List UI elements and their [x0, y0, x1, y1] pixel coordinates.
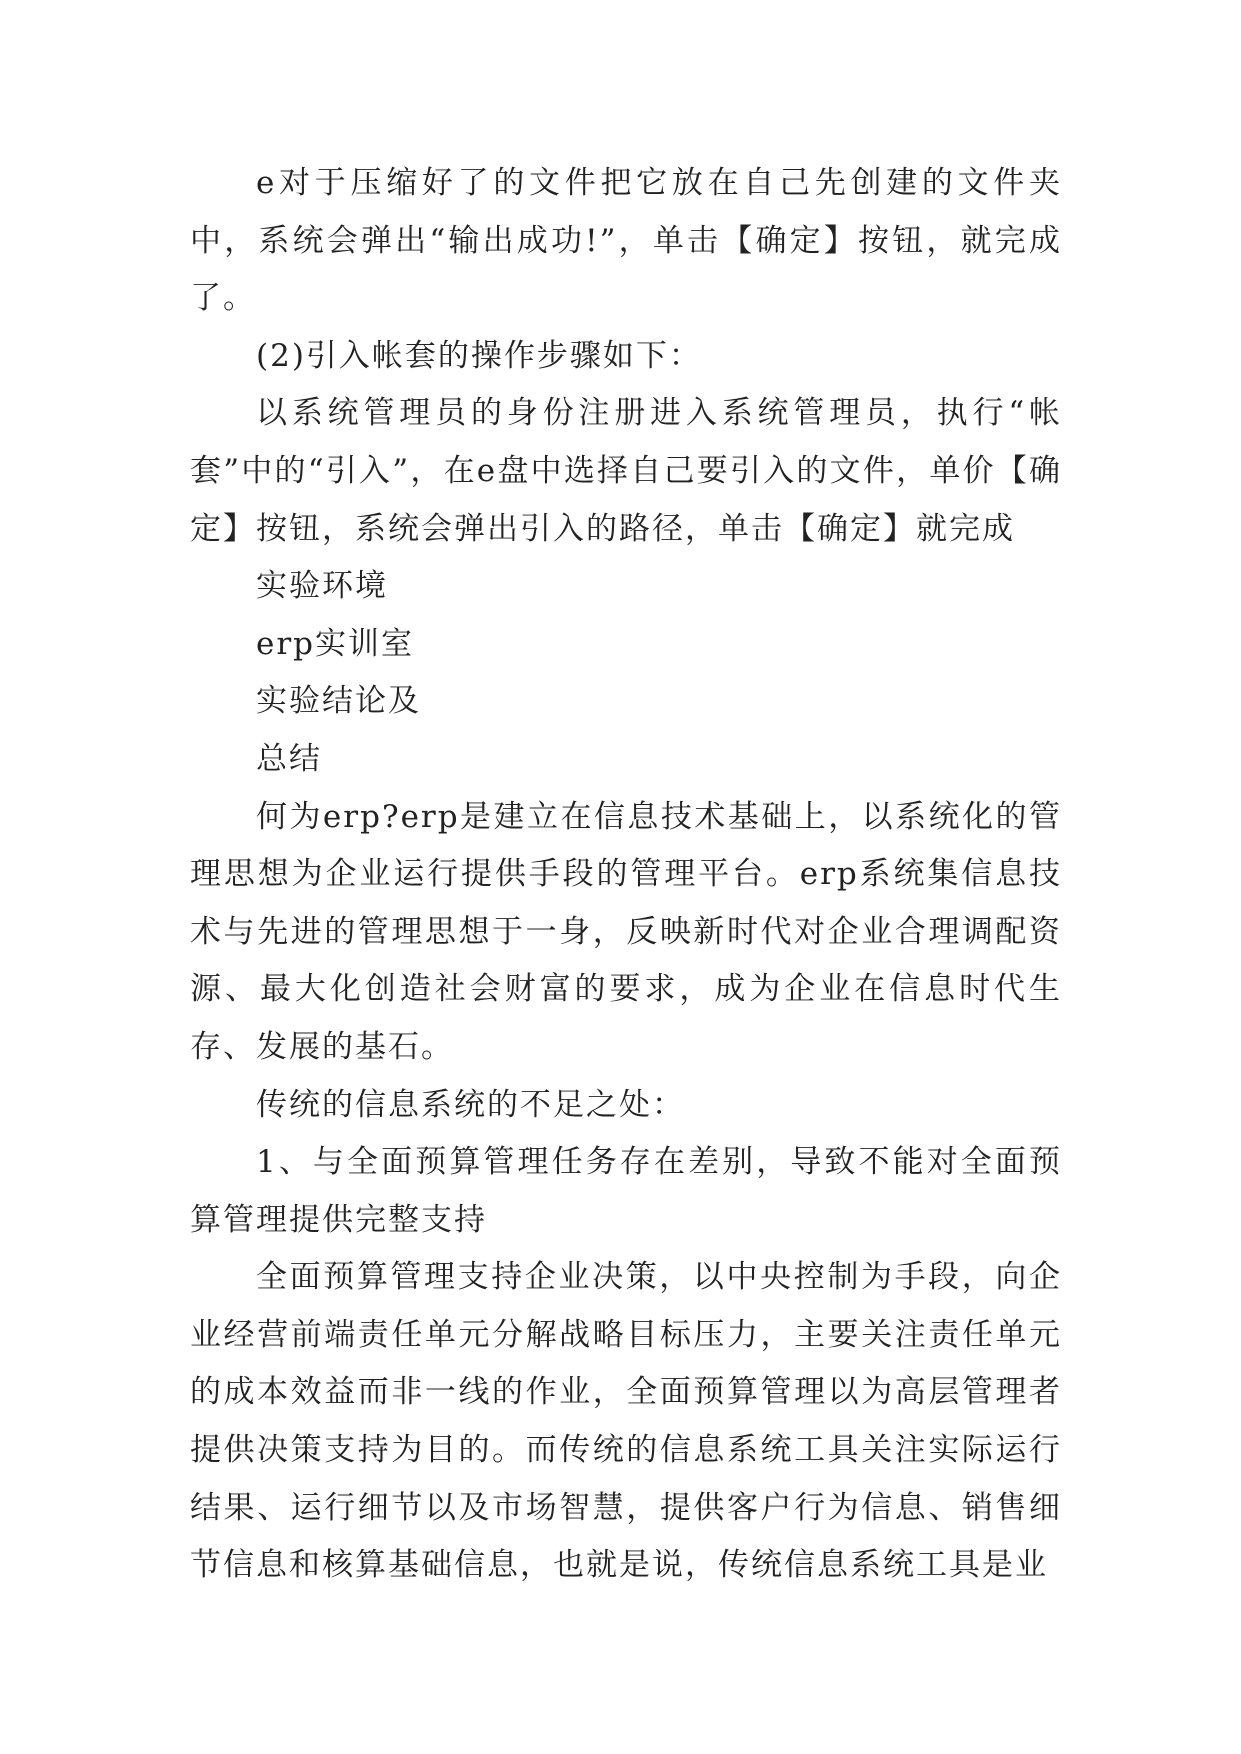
paragraph-conclusion-label: 实验结论及 — [256, 683, 421, 720]
paragraph-summary-label: 总结 — [256, 740, 322, 777]
paragraph-import-steps-heading: (2)引入帐套的操作步骤如下： — [256, 337, 702, 374]
paragraph-lab-environment-value: erp实训室 — [256, 625, 415, 662]
paragraph-shortcoming-1: 1、与全面预算管理任务存在差别，导致不能对全面预算管理提供完整支持 — [190, 1144, 1062, 1238]
paragraph-lab-environment-label: 实验环境 — [256, 568, 388, 605]
paragraph-import-steps: 以系统管理员的身份注册进入系统管理员，执行“帐套”中的“引入”，在e盘中选择自己要引入的文件，单价【确定】按钮，系统会弹出引入的路径，单击【确定】就完成 — [190, 395, 1062, 547]
paragraph-what-is-erp: 何为erp?erp是建立在信息技术基础上，以系统化的管理思想为企业运行提供手段的管理平台。erp系统集信息技术与先进的管理思想于一身，反映新时代对企业合理调配资源、最大化创造社会财富的要求，成为企业在信息时代生存、发展的基石。 — [190, 798, 1062, 1065]
document-body — [190, 155, 1062, 1595]
paragraph-export-complete: e对于压缩好了的文件把它放在自己先创建的文件夹中，系统会弹出“输出成功!”，单击【确定】按钮，就完成了。 — [190, 165, 1062, 317]
paragraph-budget-management: 全面预算管理支持企业决策，以中央控制为手段，向企业经营前端责任单元分解战略目标压力，主要关注责任单元的成本效益而非一线的作业，全面预算管理以为高层管理者提供决策支持为目的。而传统的信息系统工具关注实际运行结果、运行细节以及市场智慧，提供客户行为信息、销售细节信息和核算基础信息，也就是说，传统信息系统工具是业 — [190, 1259, 1062, 1584]
paragraph-shortcomings-heading: 传统的信息系统的不足之处： — [256, 1086, 685, 1123]
